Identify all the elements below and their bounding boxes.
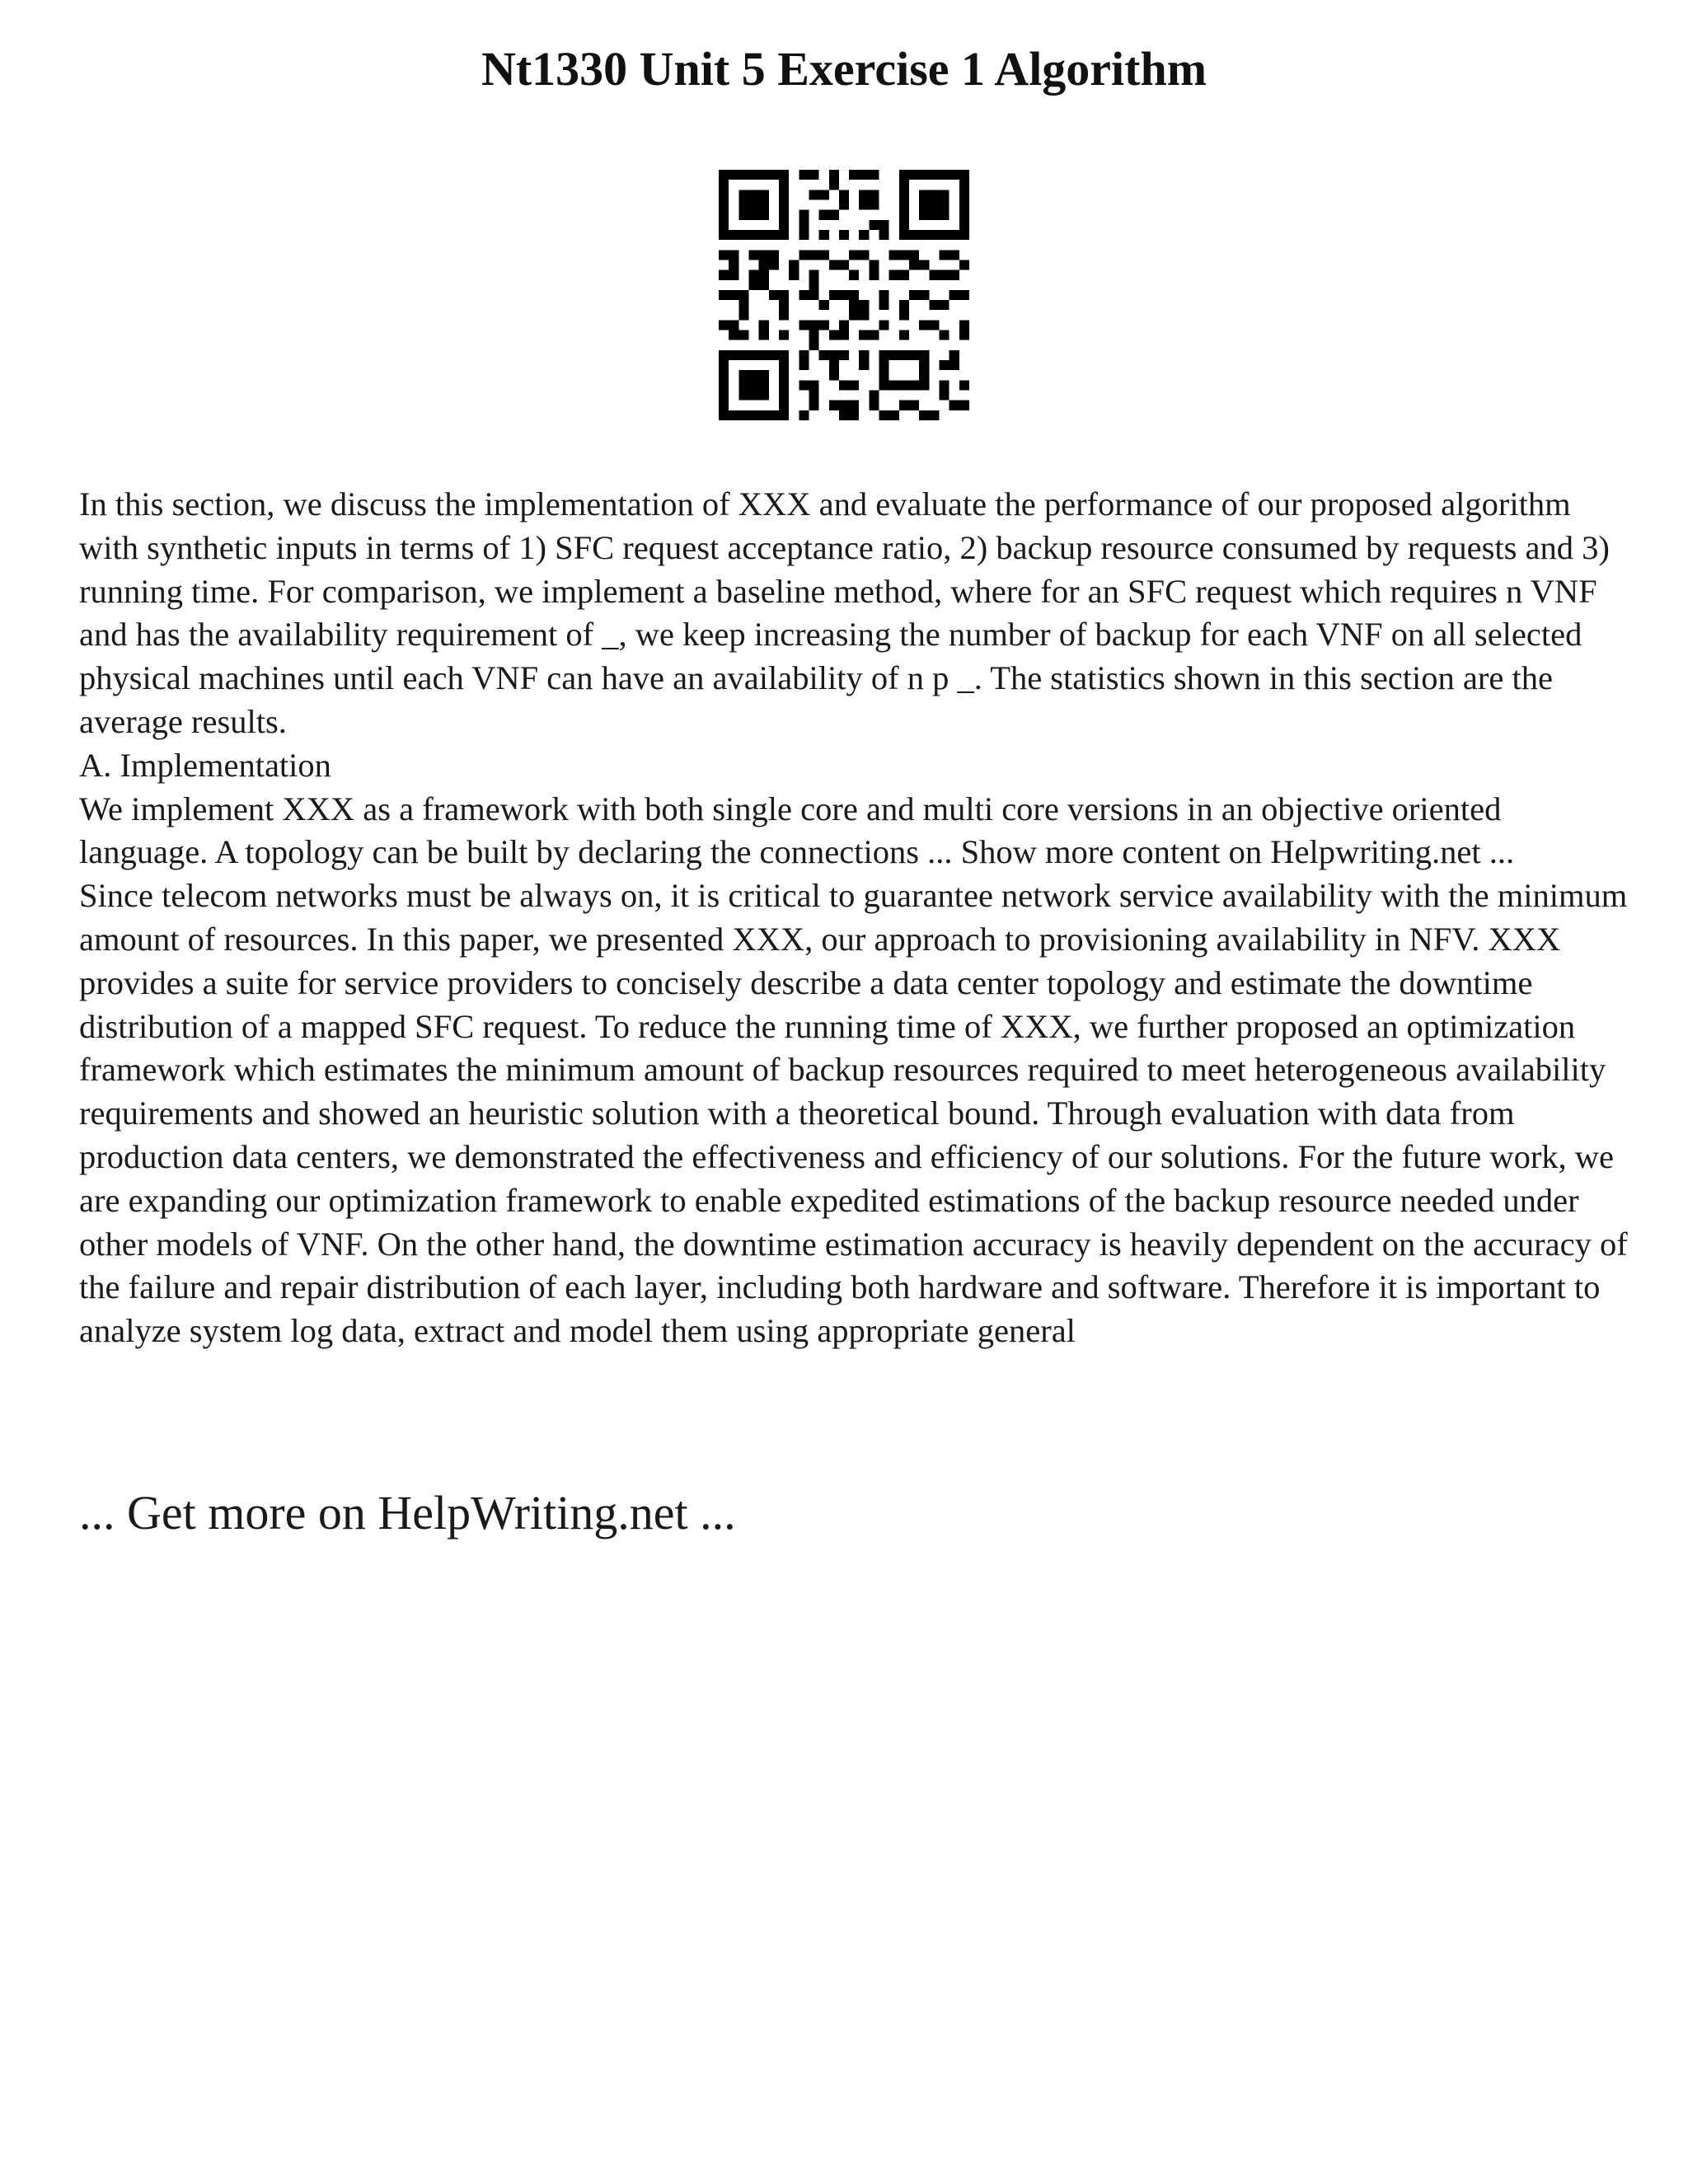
page-title: Nt1330 Unit 5 Exercise 1 Algorithm — [481, 42, 1207, 96]
paragraph-evaluation: In this section, we discuss the implementation of XXX and evaluate the performance of our proposed algorithm with synthetic inputs in terms of 1) SFC request acceptance ratio, 2) backup resource consumed by requests and 3) running time. For comparison, we implement a baseline method, where for an SFC request which requires n VNF and has the availability requirement of _, we keep increasing the number of backup for each VNF on all selected physical machines until each VNF can have an availability of n p _. The statistics shown in this section are the average results. — [79, 485, 1610, 740]
paragraph-conclusion: Since telecom networks must be always on, it is critical to guarantee network service availability with the minimum amount of resources. In this paper, we presented XXX, our approach to provisioning availability in NFV. XXX provides a suite for service providers to concisely describe a data center topology and estimate the downtime distribution of a mapped SFC request. To reduce the running time of XXX, we further proposed an optimization framework which estimates the minimum amount of backup resources required to meet heterogeneous availability requirements and showed an heuristic solution with a theoretical bound. Through evaluation with data from production data centers, we demonstrated the effectiveness and efficiency of our solutions. For the future work, we are expanding our optimization framework to enable expedited estimations of the backup resource needed under other models of VNF. On the other hand, the downtime estimation accuracy is heavily dependent on the accuracy of the failure and repair distribution of each layer, including both hardware and software. Therefore it is important to analyze system log data, extract and model them using appropriate general — [79, 877, 1628, 1350]
get-more-link[interactable]: ... Get more on HelpWriting.net ... — [79, 1486, 736, 1540]
section-heading-implementation: A. Implementation — [79, 746, 331, 784]
qr-code-graphic — [719, 170, 969, 420]
qr-code-icon — [719, 170, 969, 420]
article-body — [79, 483, 1629, 1353]
paragraph-implementation: We implement XXX as a framework with both single core and multi core versions in an objective oriented language. A topology can be built by declaring the connections ... Show more content on Helpwriting.net ... — [79, 790, 1515, 871]
